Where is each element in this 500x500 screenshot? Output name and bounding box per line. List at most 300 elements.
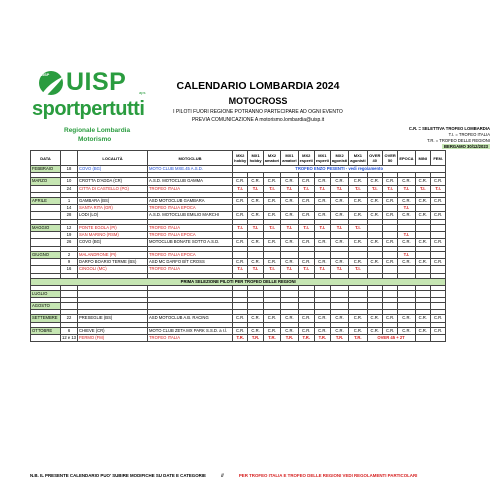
category-cell	[263, 303, 280, 310]
column-header: MX1 amatori	[281, 151, 298, 166]
location-cell: GAMBARA (BS)	[77, 197, 147, 204]
category-cell: T.I.	[263, 185, 280, 192]
category-cell: C.R.	[263, 212, 280, 219]
motoclub-cell: TROFEO ITALIA	[147, 266, 232, 273]
location-cell: FERMO (FM)	[77, 335, 147, 342]
page-title: CALENDARIO LOMBARDIA 2024	[176, 80, 340, 92]
category-cell	[349, 303, 367, 310]
category-cell: C.R.	[398, 197, 415, 204]
month-cell: AGOSTO	[31, 303, 61, 310]
category-cell: C.R.	[415, 327, 430, 334]
location-cell: PONTE EGOLA (PI)	[77, 224, 147, 231]
category-cell	[281, 205, 298, 212]
category-cell	[330, 290, 348, 297]
category-cell: T.I.	[330, 224, 348, 231]
category-cell: C.R.	[382, 239, 397, 246]
category-cell: C.R.	[298, 327, 314, 334]
category-cell: T.I.	[430, 185, 445, 192]
category-cell: C.R.	[367, 178, 382, 185]
month-cell: MAGGIO	[31, 224, 61, 231]
category-cell: C.R.	[349, 327, 367, 334]
column-header: MX2 amatori	[263, 151, 280, 166]
location-cell: LODI (LO)	[77, 212, 147, 219]
category-cell: C.R.	[263, 315, 280, 322]
category-cell: T.R.	[232, 335, 247, 342]
category-cell: C.R.	[248, 212, 263, 219]
day-cell: 26	[61, 239, 78, 246]
category-cell: OVER 45 + 2T	[367, 335, 415, 342]
category-cell: C.R.	[367, 212, 382, 219]
legend-date: BERGAMO 30/12/2023	[444, 144, 488, 149]
category-cell	[349, 251, 367, 258]
category-cell	[382, 205, 397, 212]
category-cell: C.R.	[430, 258, 445, 265]
category-cell	[330, 303, 348, 310]
category-cell: C.R.	[398, 327, 415, 334]
category-cell: C.R.	[248, 197, 263, 204]
category-cell: C.R.	[298, 178, 314, 185]
category-cell: T.R.	[330, 335, 348, 342]
category-cell: C.R.	[314, 212, 330, 219]
category-cell	[382, 266, 397, 273]
category-cell	[314, 205, 330, 212]
table-row	[31, 258, 446, 265]
category-cell: C.R.	[382, 197, 397, 204]
motoclub-cell: TROFEO ITALIA	[147, 185, 232, 192]
motoclub-cell: TROFEO ITALIA EPOCA	[147, 232, 232, 239]
row-note: TROFEO ENZO PESENTI - vedi regolamento	[232, 166, 445, 173]
calendar-table	[30, 150, 446, 342]
motoclub-cell	[147, 290, 232, 297]
day-cell: 12 e 13	[62, 335, 76, 341]
category-cell: C.R.	[298, 258, 314, 265]
category-cell: C.R.	[314, 258, 330, 265]
month-cell: SETTEMBRE	[31, 315, 61, 322]
category-cell	[349, 232, 367, 239]
category-cell: C.R.	[298, 197, 314, 204]
category-cell: C.R.	[398, 258, 415, 265]
category-cell: T.I.	[298, 266, 314, 273]
month-cell: MARZO	[31, 178, 61, 185]
logo-region: Regionale Lombardia	[64, 127, 131, 134]
category-cell	[248, 303, 263, 310]
category-cell: C.R.	[430, 178, 445, 185]
category-cell: C.R.	[382, 258, 397, 265]
category-cell: C.R.	[248, 327, 263, 334]
column-header: MX1 esperti	[314, 151, 330, 166]
category-cell	[349, 290, 367, 297]
category-cell	[298, 303, 314, 310]
category-cell: T.I.	[398, 185, 415, 192]
category-cell: T.I.	[349, 185, 367, 192]
category-cell: C.R.	[298, 239, 314, 246]
category-cell: C.R.	[367, 327, 382, 334]
category-cell: T.I.	[367, 185, 382, 192]
column-header: MX2 agonisti	[330, 151, 348, 166]
category-cell	[430, 205, 445, 212]
motoclub-cell: A.S.D. MOTOCLUB EMILIO MARCHI	[147, 212, 232, 219]
month-cell: FEBBRAIO	[31, 166, 61, 173]
category-cell: C.R.	[281, 239, 298, 246]
category-cell	[298, 232, 314, 239]
category-cell: C.R.	[430, 197, 445, 204]
category-cell: C.R.	[281, 327, 298, 334]
category-cell: C.R.	[430, 239, 445, 246]
category-cell: C.R.	[415, 178, 430, 185]
logo-badge: UISP	[40, 72, 50, 77]
table-row	[31, 224, 446, 231]
category-cell	[232, 303, 247, 310]
location-cell: CHIEVE (CR)	[77, 327, 147, 334]
selection-note-row	[31, 278, 446, 285]
day-cell: 10	[61, 178, 78, 185]
category-cell: C.R.	[232, 258, 247, 265]
motoclub-cell: MOTO CLUB MXE.45 A.S.D.	[147, 166, 232, 173]
category-cell: T.I.	[349, 224, 367, 231]
month-cell: GIUGNO	[31, 251, 61, 258]
category-cell: T.I.	[314, 185, 330, 192]
motoclub-cell: TROFEO ITALIA	[147, 224, 232, 231]
month-cell	[31, 205, 61, 212]
day-cell: 12	[61, 224, 78, 231]
column-header: MX2 esperti	[298, 151, 314, 166]
location-cell	[77, 290, 147, 297]
category-cell	[430, 335, 445, 342]
day-cell: 24	[61, 185, 78, 192]
category-cell: T.R.	[314, 335, 330, 342]
category-cell	[430, 224, 445, 231]
category-cell	[298, 205, 314, 212]
category-cell: C.R.	[314, 197, 330, 204]
table-header-row	[31, 151, 446, 166]
category-cell	[415, 232, 430, 239]
page-subtitle: MOTOCROSS	[228, 96, 288, 106]
category-cell: C.R.	[349, 258, 367, 265]
category-cell	[415, 303, 430, 310]
logo-tagline: sportpertutti	[32, 98, 145, 120]
category-cell: C.R.	[232, 197, 247, 204]
day-cell: 1	[61, 197, 78, 204]
motoclub-cell: ASD MC DARFO B/T CROSS	[147, 258, 232, 265]
motoclub-cell: MOTOCLUB BONATE SOTTO A.S.D.	[147, 239, 232, 246]
month-cell: OTTOBRE	[31, 327, 61, 334]
category-cell: C.R.	[367, 239, 382, 246]
category-cell: C.R.	[349, 239, 367, 246]
category-cell: C.R.	[263, 178, 280, 185]
category-cell: C.R.	[281, 258, 298, 265]
category-cell: C.R.	[298, 315, 314, 322]
table-row	[31, 251, 446, 258]
category-cell: C.R.	[232, 212, 247, 219]
category-cell: T.R.	[263, 335, 280, 342]
category-cell: C.R.	[415, 212, 430, 219]
category-cell: T.R.	[298, 335, 314, 342]
table-row	[31, 290, 446, 297]
category-cell: T.I.	[263, 266, 280, 273]
column-header: DATA	[31, 151, 61, 166]
category-cell: T.I.	[330, 266, 348, 273]
category-cell: C.R.	[248, 178, 263, 185]
category-cell: C.R.	[248, 258, 263, 265]
table-row	[31, 335, 446, 342]
category-cell	[382, 232, 397, 239]
motoclub-cell: A.S.D. MOTOCLUB GAMMA	[147, 178, 232, 185]
category-cell: C.R.	[430, 212, 445, 219]
month-cell	[31, 266, 61, 273]
category-cell: T.I.	[415, 185, 430, 192]
day-cell: 6	[61, 327, 78, 334]
month-cell	[31, 185, 61, 192]
category-cell: T.I.	[263, 224, 280, 231]
category-cell	[430, 232, 445, 239]
location-cell: SANTA RITA (GR)	[77, 205, 147, 212]
category-cell: T.R.	[248, 335, 263, 342]
category-cell: C.R.	[349, 178, 367, 185]
legend-line-3: T.R. = TROFEO DELLE REGIONI	[427, 138, 490, 143]
category-cell: T.I.	[330, 185, 348, 192]
category-cell	[263, 205, 280, 212]
category-cell	[232, 290, 247, 297]
category-cell: T.I.	[248, 185, 263, 192]
table-row	[31, 205, 446, 212]
category-cell	[415, 205, 430, 212]
category-cell: C.R.	[314, 327, 330, 334]
category-cell	[314, 232, 330, 239]
location-cell: DARFO BOARIO TERME (BS)	[77, 258, 147, 265]
category-cell	[314, 303, 330, 310]
category-cell	[298, 290, 314, 297]
day-cell: 14	[61, 205, 78, 212]
table-row	[31, 327, 446, 334]
category-cell	[367, 266, 382, 273]
category-cell: C.R.	[430, 327, 445, 334]
category-cell: C.R.	[248, 315, 263, 322]
legend-line-1: C.R. = SELETTIVA TROFEO LOMBARDIA	[408, 126, 490, 131]
category-cell: C.R.	[330, 258, 348, 265]
location-cell: CROTTA D'ADDA (CR)	[77, 178, 147, 185]
location-cell: COVO (BG)	[77, 166, 147, 173]
column-header: OVER 40	[367, 151, 382, 166]
category-cell: T.I.	[349, 266, 367, 273]
legend-line-2: T.I. = TROFEO ITALIA	[448, 132, 490, 137]
category-cell: C.R.	[382, 315, 397, 322]
location-cell: PRESEGLIE (BS)	[77, 315, 147, 322]
category-cell: C.R.	[232, 315, 247, 322]
category-cell: T.I.	[248, 224, 263, 231]
category-cell	[367, 303, 382, 310]
logo-aps: aps	[139, 90, 146, 95]
category-cell	[263, 251, 280, 258]
table-row	[31, 197, 446, 204]
category-cell	[314, 290, 330, 297]
day-cell: 9	[61, 258, 78, 265]
category-cell: C.R.	[367, 315, 382, 322]
category-cell	[415, 224, 430, 231]
category-cell: T.I.	[281, 185, 298, 192]
category-cell	[398, 290, 415, 297]
category-cell: C.R.	[367, 197, 382, 204]
category-cell: T.I.	[281, 224, 298, 231]
category-cell	[430, 251, 445, 258]
category-cell	[430, 303, 445, 310]
location-cell: COVO (BG)	[77, 239, 147, 246]
table-row	[31, 212, 446, 219]
month-cell: APRILE	[31, 197, 61, 204]
category-cell	[330, 232, 348, 239]
category-cell	[281, 290, 298, 297]
category-cell: C.R.	[248, 239, 263, 246]
table-row	[31, 185, 446, 192]
column-header: MX2 hobby	[232, 151, 247, 166]
category-cell: T.I.	[298, 185, 314, 192]
category-cell	[248, 205, 263, 212]
location-cell	[77, 303, 147, 310]
column-header: MX1 agonisti	[349, 151, 367, 166]
category-cell	[367, 205, 382, 212]
category-cell	[382, 251, 397, 258]
category-cell: C.R.	[263, 239, 280, 246]
category-cell: C.R.	[330, 239, 348, 246]
month-cell	[31, 335, 61, 342]
category-cell: C.R.	[232, 327, 247, 334]
category-cell: C.R.	[330, 197, 348, 204]
category-cell: T.I.	[232, 185, 247, 192]
table-row	[31, 266, 446, 273]
category-cell	[415, 335, 430, 342]
category-cell: T.I.	[398, 251, 415, 258]
category-cell: C.R.	[398, 315, 415, 322]
category-cell: T.R.	[281, 335, 298, 342]
category-cell: C.R.	[263, 327, 280, 334]
category-cell	[415, 290, 430, 297]
category-cell: C.R.	[281, 178, 298, 185]
uisp-logo	[28, 68, 158, 158]
category-cell	[367, 232, 382, 239]
footer-separator: //	[221, 473, 224, 478]
motoclub-cell: TROFEO ITALIA EPOCA	[147, 205, 232, 212]
category-cell: C.R.	[232, 239, 247, 246]
category-cell: C.R.	[398, 178, 415, 185]
category-cell	[263, 232, 280, 239]
category-cell	[281, 251, 298, 258]
category-cell: C.R.	[349, 315, 367, 322]
category-cell	[232, 205, 247, 212]
category-cell: T.I.	[281, 266, 298, 273]
motoclub-cell	[147, 303, 232, 310]
category-cell: C.R.	[330, 178, 348, 185]
category-cell	[349, 205, 367, 212]
category-cell	[415, 266, 430, 273]
category-cell: T.I.	[398, 205, 415, 212]
category-cell: C.R.	[263, 197, 280, 204]
category-cell	[248, 232, 263, 239]
motoclub-cell: TROFEO ITALIA EPOCA	[147, 251, 232, 258]
month-cell	[31, 239, 61, 246]
category-cell	[314, 251, 330, 258]
category-cell	[398, 303, 415, 310]
month-cell	[31, 212, 61, 219]
footer-left: N.B. IL PRESENTE CALENDARIO PUO' SUBIRE MODIFICHE SU DATE E CATEGORIE	[30, 473, 206, 478]
info-note-2: PREVIA COMUNICAZIONE A motorismo.lombardia@uisp.it	[191, 117, 325, 123]
category-cell: C.R.	[349, 197, 367, 204]
location-cell: MALANDRONE (PI)	[77, 251, 147, 258]
category-cell: T.I.	[248, 266, 263, 273]
category-cell	[330, 251, 348, 258]
category-cell: C.R.	[382, 327, 397, 334]
category-cell: T.I.	[314, 266, 330, 273]
category-cell	[263, 290, 280, 297]
month-cell	[31, 258, 61, 265]
category-cell	[248, 290, 263, 297]
category-cell: C.R.	[263, 258, 280, 265]
category-cell	[367, 224, 382, 231]
selection-note: PRIMA SELEZIONE PILOTI PER TROFEO DELLE REGIONI	[31, 278, 446, 285]
category-cell: T.R.	[349, 335, 367, 342]
category-cell	[281, 232, 298, 239]
location-cell: CINGOLI (MC)	[77, 266, 147, 273]
motoclub-cell: TROFEO ITALIA	[147, 335, 232, 342]
category-cell: C.R.	[281, 315, 298, 322]
column-header: LOCALITÀ	[77, 151, 147, 166]
footer-note	[30, 473, 417, 478]
category-cell: C.R.	[298, 212, 314, 219]
category-cell	[398, 224, 415, 231]
category-cell: C.R.	[398, 212, 415, 219]
category-cell: T.I.	[298, 224, 314, 231]
month-cell	[31, 232, 61, 239]
location-cell: CITTA DI CASTELLO (PG)	[77, 185, 147, 192]
category-cell: C.R.	[415, 258, 430, 265]
category-cell: T.I.	[398, 232, 415, 239]
category-cell: T.I.	[314, 224, 330, 231]
column-header: OVER 50	[382, 151, 397, 166]
category-cell	[430, 266, 445, 273]
column-header: MOTOCLUB	[147, 151, 232, 166]
category-cell	[382, 224, 397, 231]
column-header: MX1 hobby	[248, 151, 263, 166]
category-cell: C.R.	[314, 239, 330, 246]
category-cell: T.I.	[232, 266, 247, 273]
category-cell	[330, 205, 348, 212]
category-cell	[415, 251, 430, 258]
footer-right: PER TROFEO ITALIA E TROFEO DELLE REGIONI VEDI REGOLAMENTI PARTICOLARI	[238, 473, 418, 478]
category-cell	[281, 303, 298, 310]
table-row	[31, 232, 446, 239]
category-cell: C.R.	[349, 212, 367, 219]
motoclub-cell: ASD MOTOCLUB GAMBARA	[147, 197, 232, 204]
motoclub-cell: MOTO CLUB ZETA MX PARK S.S.D. a r.l.	[147, 327, 232, 334]
category-cell: C.R.	[330, 327, 348, 334]
category-cell: C.R.	[281, 197, 298, 204]
table-row	[31, 315, 446, 322]
table-row	[31, 178, 446, 185]
category-cell: T.I.	[382, 185, 397, 192]
category-cell	[248, 251, 263, 258]
category-cell	[398, 266, 415, 273]
column-header: EPOCA	[398, 151, 415, 166]
logo-brand: UISP	[66, 68, 127, 96]
category-cell: C.R.	[415, 315, 430, 322]
category-cell: C.R.	[398, 239, 415, 246]
category-cell	[232, 232, 247, 239]
motoclub-cell: ASD MOTOCLUB A.B. RACING	[147, 315, 232, 322]
info-note-1: I PILOTI FUORI REGIONE POTRANNO PARTECIPARE AD OGNI EVENTO	[173, 109, 343, 115]
category-cell: C.R.	[367, 258, 382, 265]
category-cell	[367, 251, 382, 258]
day-cell: 18	[61, 166, 78, 173]
category-cell	[382, 290, 397, 297]
day-cell: 19	[61, 232, 78, 239]
